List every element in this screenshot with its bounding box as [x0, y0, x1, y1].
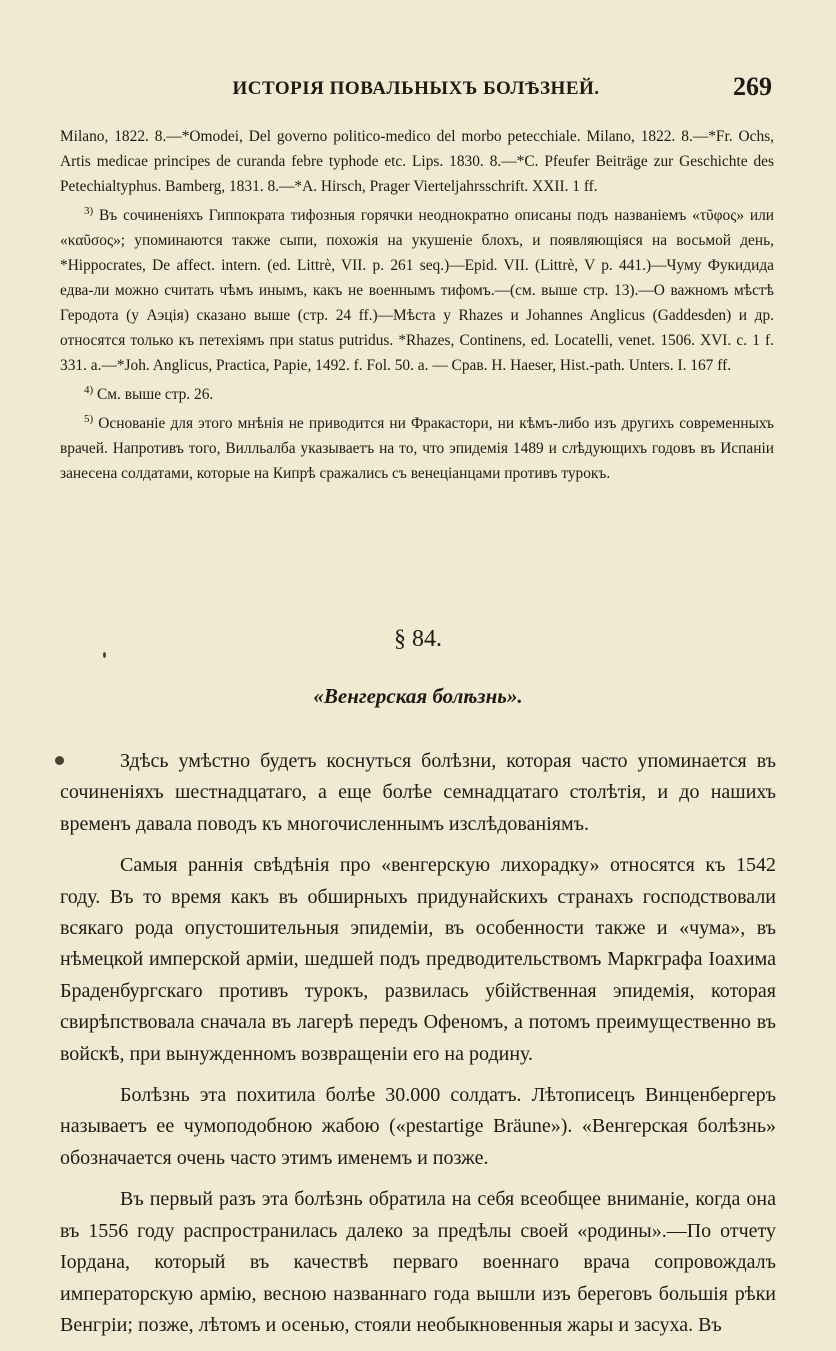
- footnote-mark: 4): [84, 383, 94, 396]
- footnote-mark: 3): [84, 204, 94, 217]
- footnote-3: [60, 203, 774, 378]
- section-number: § 84.: [394, 626, 442, 652]
- footnote-text: См. выше стр. 26.: [97, 386, 214, 403]
- paragraph: Въ первый разъ эта болѣзнь обратила на себя всеобщее вниманіе, когда она въ 1556 году распространилась далеко за предѣлы своей «родины».—По отчету Іордана, который въ качествѣ перваго военнаго врача сопровождалъ императорскую армію, весною названнаго года вышли изъ береговъ большія рѣки Венгріи; позже, лѣтомъ и осенью, стояли необыкновенныя жары и засуха. Въ: [60, 1188, 776, 1336]
- page-header: [60, 72, 772, 106]
- footnotes: [60, 124, 774, 486]
- section-title: «Венгерская болѣзнь».: [313, 684, 523, 708]
- page-number: 269: [733, 72, 772, 101]
- paragraph: Болѣзнь эта похитила болѣе 30.000 солдатъ. Лѣтописецъ Винценбергеръ называетъ ее чумоподобною жабою («pestartige Bräune»). «Венгерская болѣзнь» обозначается очень часто этимъ именемъ и позже.: [60, 1084, 776, 1169]
- ink-spot: [55, 756, 64, 765]
- footnote-continuation: Milano, 1822. 8.—*Omodei, Del governo politico-medico del morbo petecchiale. Milano, 1822. 8.—*Fr. Ochs, Artis medicae principes de curanda febre typhode etc. Lips. 1830. 8.—*C. Pfeufer Beiträge zur Geschichte des Petechialtyphus. Bamberg, 1831. 8.—*A. Hirsch, Prager Vierteljahrsschrift. XXII. 1 ff.: [60, 128, 774, 195]
- ink-spot: [103, 652, 106, 658]
- footnote-5: [60, 411, 774, 486]
- paragraph: Самыя раннія свѣдѣнія про «венгерскую лихорадку» относятся къ 1542 году. Въ то время какъ въ обширныхъ придунайскихъ странахъ господствовали всякаго рода опустошительныя эпидеміи, въ особенности также и «чума», въ нѣмецкой имперской арміи, шедшей подъ предводительствомъ Маркграфа Іоахима Браденбургскаго противъ турокъ, развилась убійственная эпидемія, которая свирѣпствовала сначала въ лагерѣ передъ Офеномъ, а потомъ преимущественно въ войскѣ, при вынужденномъ возвращеніи его на родину.: [60, 854, 776, 1065]
- footnote-4: [60, 382, 774, 407]
- paragraph: Здѣсь умѣстно будетъ коснуться болѣзни, которая часто упоминается въ сочиненіяхъ шестнадцатаго, а еще болѣе семнадцатаго столѣтія, и до нашихъ временъ давала поводъ къ многочисленнымъ изслѣдованіямъ.: [60, 750, 776, 835]
- running-title: ИСТОРІЯ ПОВАЛЬНЫХЪ БОЛѢЗНЕЙ.: [232, 78, 600, 99]
- footnote-mark: 5): [84, 412, 94, 425]
- footnote-text: Основаніе для этого мнѣнія не приводится ни Фракастори, ни кѣмъ-либо изъ другихъ современныхъ врачей. Напротивъ того, Вилльалба указываетъ на то, что эпидемія 1489 и слѣдующихъ годовъ въ Испаніи занесена солдатами, которые на Кипрѣ сражались съ венеціанцами противъ турокъ.: [60, 415, 774, 482]
- body-text: [60, 746, 776, 1351]
- footnote-text: Въ сочиненіяхъ Гиппократа тифозныя горячки неоднократно описаны подъ названіемъ «τῦφος» или «καῦσος»; упоминаются также сыпи, похожія на укушеніе блохъ, и появляющіяся на восьмой день, *Hippocrates, De affect. intern. (ed. Littrè, VII. p. 261 seq.)—Epid. VII. (Littrè, V p. 441.)—Чуму Фукидида едва-ли можно считать чѣмъ инымъ, какъ не военнымъ тифомъ.—(см. выше стр. 13).—О важномъ мѣстѣ Геродота (у Аэція) сказано выше (стр. 24 ff.)—Мѣста у Rhazes и Johannes Anglicus (Gaddesden) и др. относятся только къ петехіямъ при status putridus. *Rhazes, Continens, ed. Locatelli, venet. 1506. XVI. c. 1 f. 331. a.—*Joh. Anglicus, Practica, Papie, 1492. f. Fol. 50. a. — Срав. H. Haeser, Hist.-path. Unters. I. 167 ff.: [60, 207, 774, 374]
